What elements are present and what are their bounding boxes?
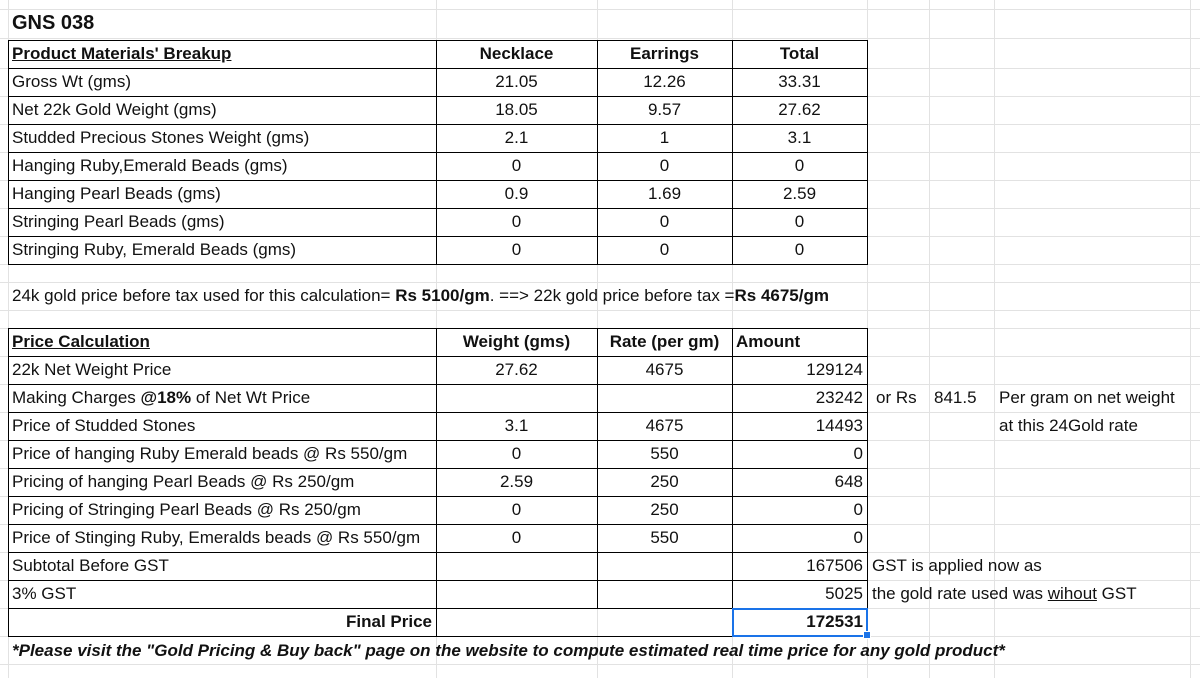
calc-header-amount[interactable]: Amount (736, 332, 801, 351)
breakup-row-label[interactable]: Hanging Pearl Beads (gms) (12, 184, 221, 203)
calc-weight[interactable]: 2.59 (499, 472, 534, 491)
calc-row-divider (8, 496, 868, 497)
calc-weight[interactable] (436, 384, 597, 412)
breakup-cell[interactable]: 0 (794, 212, 805, 231)
breakup-row-label[interactable]: Hanging Ruby,Emerald Beads (gms) (12, 156, 288, 175)
final-price-label[interactable]: Final Price (346, 612, 432, 631)
note-gst-line2[interactable] (872, 580, 1192, 608)
breakup-row-label[interactable]: Studded Precious Stones Weight (gms) (12, 128, 310, 147)
breakup-cell[interactable]: 1.69 (647, 184, 682, 203)
breakup-cell[interactable]: 0 (511, 212, 522, 231)
breakup-cell[interactable]: 0 (659, 156, 670, 175)
breakup-cell[interactable]: 2.59 (782, 184, 817, 203)
breakup-cell[interactable]: 2.1 (504, 128, 529, 147)
making-percent: @18% (140, 388, 192, 407)
breakup-row-divider (8, 152, 868, 153)
calc-row-label[interactable]: Price of Stinging Ruby, Emeralds beads @ Rs 550/gm (12, 528, 421, 547)
breakup-cell[interactable]: 0.9 (504, 184, 529, 203)
calc-row-divider (8, 468, 868, 469)
breakup-cell[interactable]: 0 (511, 156, 522, 175)
breakup-cell[interactable]: 0 (794, 240, 805, 259)
calc-row-divider (8, 356, 868, 357)
breakup-cell[interactable]: 1 (659, 128, 670, 147)
note-per-gram-value[interactable]: 841.5 (934, 388, 977, 407)
calc-col-divider (732, 328, 733, 637)
note-per-gram-text[interactable]: Per gram on net weight (999, 388, 1175, 407)
breakup-cell[interactable]: 0 (511, 240, 522, 259)
calc-amount[interactable]: 23242 (815, 388, 863, 407)
calc-amount[interactable]: 648 (834, 472, 863, 491)
calc-row-divider (8, 384, 868, 385)
calc-amount[interactable]: 129124 (806, 360, 863, 379)
breakup-header-label[interactable]: Product Materials' Breakup (12, 44, 232, 63)
breakup-cell[interactable]: 0 (659, 212, 670, 231)
calc-rate[interactable]: 4675 (645, 360, 684, 379)
note-or-rs[interactable]: or Rs (876, 388, 917, 407)
final-price-amount[interactable]: 172531 (806, 612, 863, 631)
calc-row-label[interactable]: Pricing of hanging Pearl Beads @ Rs 250/gm (12, 472, 355, 491)
breakup-row-label[interactable]: Net 22k Gold Weight (gms) (12, 100, 217, 119)
making-text: Making Charges (12, 388, 141, 407)
breakup-header-total[interactable]: Total (779, 44, 820, 63)
calc-row-subtotal[interactable]: Subtotal Before GST (12, 556, 169, 575)
breakup-cell[interactable]: 18.05 (495, 100, 538, 119)
calc-row-gst[interactable]: 3% GST (12, 584, 77, 603)
calc-rate[interactable]: 550 (650, 444, 679, 463)
calc-col-divider (436, 328, 437, 637)
breakup-row-divider (8, 124, 868, 125)
gold-price-note[interactable] (8, 282, 1008, 310)
breakup-cell[interactable]: 0 (659, 240, 670, 259)
breakup-row-divider (8, 96, 868, 97)
calc-row-label[interactable]: Price of Studded Stones (12, 416, 196, 435)
breakup-header-necklace[interactable]: Necklace (479, 44, 554, 63)
calc-row-divider (8, 552, 868, 553)
breakup-row-divider (8, 208, 868, 209)
calc-row-label[interactable]: Pricing of Stringing Pearl Beads @ Rs 250/gm (12, 500, 361, 519)
gold-22k-price: Rs 4675/gm (734, 286, 829, 305)
calc-header-rate[interactable]: Rate (per gm) (609, 332, 720, 351)
calc-amount-subtotal[interactable]: 167506 (806, 556, 863, 575)
breakup-row-divider (8, 68, 868, 69)
breakup-row-label[interactable]: Gross Wt (gms) (12, 72, 131, 91)
footer-note[interactable]: *Please visit the "Gold Pricing & Buy back" page on the website to compute estimated real time price for any gold product* (12, 641, 1005, 660)
cell-selection (732, 608, 868, 637)
gold-note-text: . ==> 22k gold price before tax = (489, 286, 735, 305)
breakup-cell[interactable]: 21.05 (495, 72, 538, 91)
gst-note-text: GST (1096, 584, 1137, 603)
calc-row-divider (8, 524, 868, 525)
calc-row-label[interactable]: 22k Net Weight Price (12, 360, 172, 379)
calc-amount-gst[interactable]: 5025 (825, 584, 863, 603)
calc-rate[interactable]: 4675 (645, 416, 684, 435)
calc-row-making-charges[interactable] (8, 384, 436, 412)
sheet-title[interactable]: GNS 038 (12, 12, 95, 34)
calc-row-divider (8, 412, 868, 413)
calc-rate[interactable]: 250 (650, 472, 679, 491)
gold-note-text: 24k gold price before tax used for this calculation= (12, 286, 396, 305)
calc-weight[interactable]: 3.1 (504, 416, 529, 435)
calc-rate[interactable]: 550 (650, 528, 679, 547)
gst-note-text: the gold rate used was (872, 584, 1048, 603)
breakup-cell[interactable]: 0 (794, 156, 805, 175)
calc-weight[interactable]: 27.62 (495, 360, 538, 379)
breakup-cell[interactable]: 27.62 (778, 100, 821, 119)
calc-amount[interactable]: 14493 (815, 416, 863, 435)
calc-rate[interactable] (597, 384, 732, 412)
calc-amount[interactable]: 0 (853, 444, 863, 463)
calc-amount[interactable]: 0 (853, 528, 863, 547)
breakup-row-label[interactable]: Stringing Pearl Beads (gms) (12, 212, 225, 231)
calc-weight[interactable]: 0 (511, 528, 522, 547)
breakup-cell[interactable]: 9.57 (647, 100, 682, 119)
breakup-row-label[interactable]: Stringing Ruby, Emerald Beads (gms) (12, 240, 297, 259)
calc-row-label[interactable]: Price of hanging Ruby Emerald beads @ Rs 550/gm (12, 444, 408, 463)
calc-row-divider (8, 580, 868, 581)
calc-rate[interactable]: 250 (650, 500, 679, 519)
note-gst-line1[interactable]: GST is applied now as (872, 556, 1042, 575)
breakup-cell[interactable]: 12.26 (643, 72, 686, 91)
calc-amount[interactable]: 0 (853, 500, 863, 519)
breakup-row-divider (8, 180, 868, 181)
breakup-header-earrings[interactable]: Earrings (630, 44, 699, 63)
breakup-row-divider (8, 236, 868, 237)
breakup-cell[interactable]: 3.1 (787, 128, 812, 147)
calc-header-label[interactable]: Price Calculation (12, 332, 150, 351)
calc-header-weight[interactable]: Weight (gms) (462, 332, 571, 351)
note-rate-text[interactable]: at this 24Gold rate (999, 416, 1138, 435)
breakup-cell[interactable]: 33.31 (778, 72, 821, 91)
gold-24k-price: Rs 5100/gm (395, 286, 490, 305)
calc-weight[interactable]: 0 (511, 500, 522, 519)
calc-row-divider (8, 440, 868, 441)
making-text: of Net Wt Price (191, 388, 311, 407)
calc-weight[interactable]: 0 (511, 444, 522, 463)
gst-note-underlined: wihout (1047, 584, 1097, 603)
